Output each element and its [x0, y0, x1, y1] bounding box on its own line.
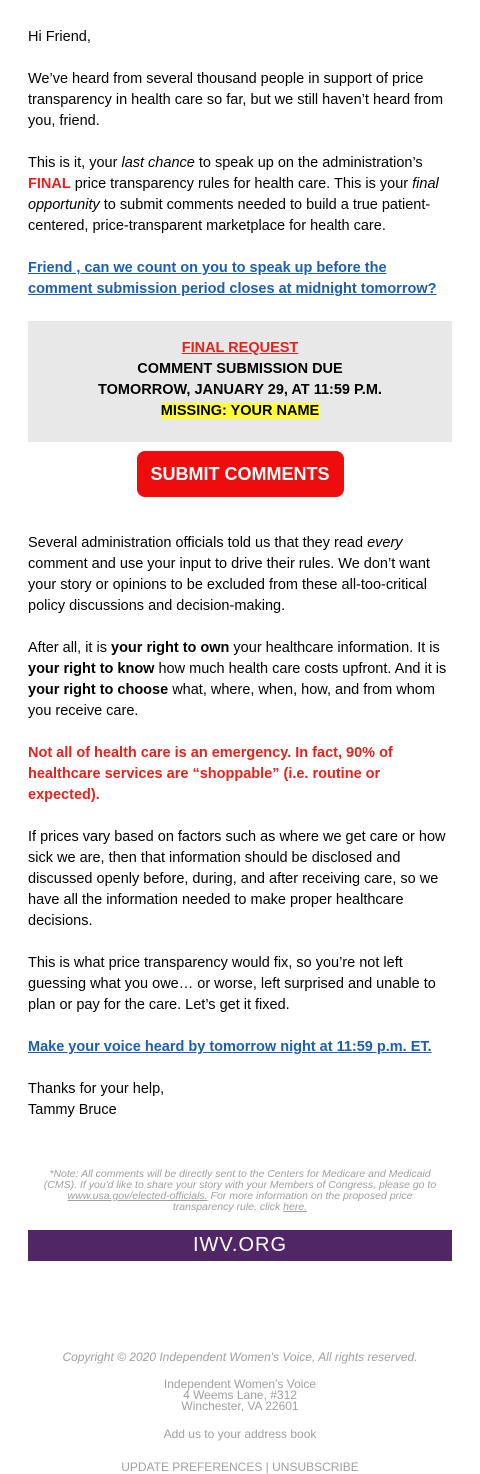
elected-officials-link[interactable]: www.usa.gov/elected-officials.: [67, 1190, 208, 1202]
footer-separator: |: [262, 1460, 273, 1474]
deadline-callout: [28, 321, 452, 442]
missing-name-badge: MISSING: YOUR NAME: [160, 403, 320, 419]
footnote: *Note: All comments will be directly sent to the Centers for Medicare and Medicaid (CMS). If you'd like to share your story with your Members of Congress, please go to www.usa.gov/elected-officials. For more information on the proposed price transparency rule, click here.: [43, 1168, 437, 1213]
mailing-address: Independent Women's Voice 4 Weems Lane, #312 Winchester, VA 22601: [163, 1377, 317, 1413]
signature: Tammy Bruce: [28, 1102, 117, 1118]
copyright-text: Copyright © 2020 Independent Women's Voice, All rights reserved.: [62, 1350, 418, 1364]
emergency-paragraph: Not all of health care is an emergency. In fact, 90% of healthcare services are “shoppable” (i.e. routine or expected).: [28, 745, 393, 803]
submission-due-text: COMMENT SUBMISSION DUE: [137, 361, 343, 377]
email-body: [28, 0, 452, 1474]
iwv-banner-link[interactable]: IWV.ORG: [28, 1230, 452, 1261]
rule-info-link[interactable]: here.: [283, 1201, 308, 1213]
footer: [28, 1350, 452, 1474]
final-request-heading: FINAL REQUEST: [181, 340, 299, 356]
rights-paragraph: After all, it is your right to own your healthcare information. It is your right to know how much health care costs upfront. And it is your right to choose what, where, when, how, and from whom you receive care.: [28, 640, 447, 719]
intro-paragraph: We’ve heard from several thousand people in support of price transparency in health care so far, but we still haven’t heard from you, friend.: [28, 71, 444, 129]
submit-comments-button[interactable]: SUBMIT COMMENTS: [137, 451, 344, 497]
fix-paragraph: This is what price transparency would fix, so you’re not left guessing what you owe… or worse, left surprised and unable to plan or pay for the care. Let’s get it fixed.: [28, 955, 436, 1013]
last-chance-paragraph: This is it, your last chance to speak up on the administration’s FINAL price transparency rules for health care. This is your final opportunity to submit comments needed to build a true patient-centered, price-transparent marketplace for health care.: [28, 155, 439, 234]
last-chance-emphasis: last chance: [121, 155, 195, 171]
final-emphasis: FINAL: [28, 176, 71, 192]
prices-paragraph: If prices vary based on factors such as where we get care or how sick we are, then that information should be disclosed and discussed openly before, during, and after receiving care, so we have all the information needed to make proper healthcare decisions.: [28, 829, 446, 929]
speak-up-link[interactable]: Friend , can we count on you to speak up before the comment submission period closes at midnight tomorrow?: [28, 260, 437, 297]
voice-heard-link[interactable]: Make your voice heard by tomorrow night at 11:59 p.m. ET.: [28, 1039, 432, 1055]
deadline-date-text: TOMORROW, JANUARY 29, AT 11:59 P.M.: [98, 382, 382, 398]
signoff: Thanks for your help,: [28, 1081, 165, 1097]
unsubscribe-link[interactable]: UNSUBSCRIBE: [272, 1460, 359, 1474]
greeting: Hi Friend,: [28, 29, 91, 45]
update-preferences-link[interactable]: UPDATE PREFERENCES: [121, 1460, 263, 1474]
address-book-link[interactable]: Add us to your address book: [163, 1427, 317, 1441]
final-opportunity-emphasis: final opportunity: [28, 176, 439, 213]
officials-paragraph: Several administration officials told us that they read every comment and use your input to drive their rules. We don’t want your story or opinions to be excluded from these all-too-critical policy discussions and decision-making.: [28, 535, 430, 614]
